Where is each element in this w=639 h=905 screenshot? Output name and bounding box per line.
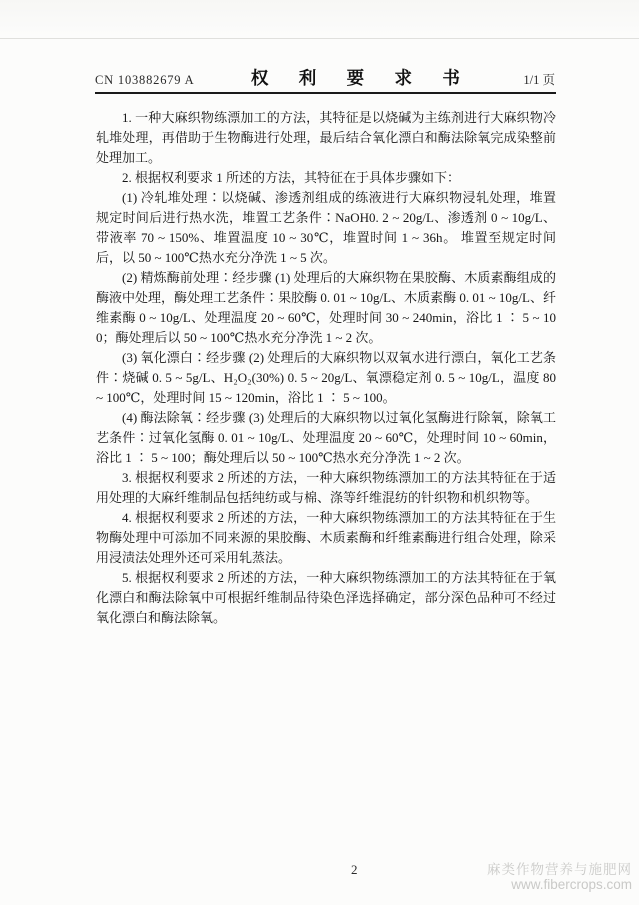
scan-artifact-line (0, 38, 639, 39)
document-title: 权 利 要 求 书 (250, 68, 473, 88)
claim-paragraph-5: 5. 根据权利要求 2 所述的方法，一种大麻织物练漂加工的方法其特征在于氧化漂白和酶法除氧中可根据纤维制品待染色泽选择确定，部分深色品种可不经过氧化漂白和酶法除氧。 (96, 570, 556, 625)
claim-paragraph-4: 4. 根据权利要求 2 所述的方法，一种大麻织物练漂加工的方法其特征在于生物酶处理中可添加不同来源的果胶酶、木质素酶和纤维素酶进行组合处理，除采用浸渍法处理外还可采用轧蒸法。 (96, 510, 556, 565)
page-indicator: 1/1 页 (523, 73, 555, 87)
publication-number: CN 103882679 A (95, 73, 195, 87)
document-header (95, 62, 555, 90)
claim-paragraph-2-step-3: (3) 氧化漂白∶经步骤 (2) 处理后的大麻织物以双氧水进行漂白，氧化工艺条件∶烧碱 0. 5 ~ 5g/L、H₂O₂(30%) 0. 5 ~ 20g/L、氧漂稳定剂 0. 5 ~ 10g/L，温度 80 ~ 100℃，处理时间 15 ~ 120min，浴比 1 ∶ 5 ~ 100。 (96, 350, 556, 405)
watermark (487, 862, 632, 892)
claims-body (96, 108, 556, 628)
claim-paragraph-2: 2. 根据权利要求 1 所述的方法，其特征在于具体步骤如下： (122, 170, 461, 185)
claim-paragraph-2-step-1: (1) 冷轧堆处理∶以烧碱、渗透剂组成的练液进行大麻织物浸轧处理，堆置规定时间后进行热水洗，堆置工艺条件∶NaOH0. 2 ~ 20g/L、渗透剂 0 ~ 10g/L、带液率 70 ~ 150%、堆置温度 10 ~ 30℃，堆置时间 1 ~ 36h。 堆置至规定时间后，以 50 ~ 100℃热水充分净洗 1 ~ 5 次。 (96, 190, 556, 265)
header-divider-rule (95, 92, 556, 94)
watermark-site-name: 麻类作物营养与施肥网 (487, 862, 632, 877)
claim-paragraph-3: 3. 根据权利要求 2 所述的方法，一种大麻织物练漂加工的方法其特征在于适用处理的大麻纤维制品包括纯纺或与棉、涤等纤维混纺的针织物和机织物等。 (96, 470, 556, 505)
watermark-url: www.fibercrops.com (511, 877, 632, 892)
claim-paragraph-2-step-4: (4) 酶法除氧∶经步骤 (3) 处理后的大麻织物以过氧化氢酶进行除氧，除氧工艺条件∶过氧化氢酶 0. 01 ~ 10g/L、处理温度 20 ~ 60℃，处理时间 10 ~ 60min，浴比 1 ∶ 5 ~ 100；酶处理后以 50 ~ 100℃热水充分净洗 1 ~ 2 次。 (96, 410, 556, 465)
page-number: 2 (351, 862, 358, 877)
claim-paragraph-1: 1. 一种大麻织物练漂加工的方法，其特征是以烧碱为主练剂进行大麻织物冷轧堆处理，再借助于生物酶进行处理，最后结合氧化漂白和酶法除氧完成染整前处理加工。 (96, 110, 556, 165)
claim-paragraph-2-step-2: (2) 精炼酶前处理∶经步骤 (1) 处理后的大麻织物在果胶酶、木质素酶组成的酶液中处理，酶处理工艺条件∶果胶酶 0. 01 ~ 10g/L、木质素酶 0. 01 ~ 10g/L、纤维素酶 0 ~ 10g/L、处理温度 20 ~ 60℃，处理时间 30 ~ 240min，浴比 1 ∶ 5 ~ 100；酶处理后以 50 ~ 100℃热水充分净洗 1 ~ 2 次。 (96, 270, 556, 345)
